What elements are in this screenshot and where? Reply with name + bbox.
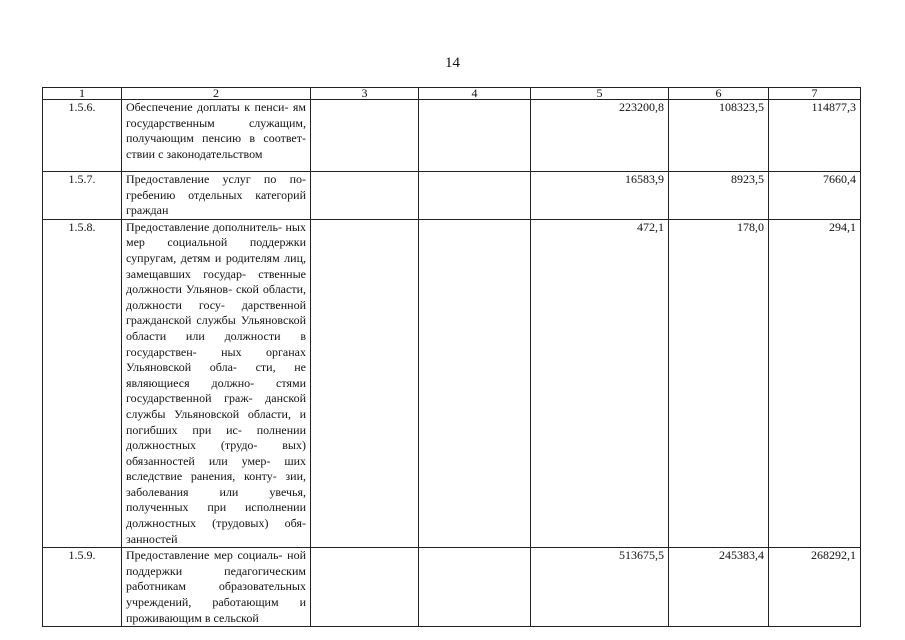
table-row [43, 548, 861, 627]
row-col7: 114877,3 [769, 100, 861, 172]
header-col-2: 2 [122, 88, 311, 100]
row-description: Предоставление дополнитель- ных мер социальной поддержки супругам, детям и родителям лиц, замещавших государ- ственные должности Ульянов- ской области, должности госу- дарственной гражданской службы Ульяновской области или должности в государствен- ных органах Ульяновской обла- сти, не являющиеся должно- стями государственной граж- данской службы Ульяновской области, и погибших при ис- полнении должностных (трудо- вых) обязанностей или умер- ших вследствие ранения, конту- зии, заболевания или увечья, полученных при исполнении должностных (трудовых) обя- занностей [122, 219, 311, 547]
table-row [43, 100, 861, 172]
row-col7: 294,1 [769, 219, 861, 547]
header-col-1: 1 [43, 88, 122, 100]
row-col6: 8923,5 [669, 172, 769, 220]
header-col-7: 7 [769, 88, 861, 100]
row-code: 1.5.7. [43, 172, 122, 220]
row-col4 [419, 548, 531, 627]
table-row [43, 219, 861, 547]
row-code: 1.5.6. [43, 100, 122, 172]
header-col-6: 6 [669, 88, 769, 100]
header-row [43, 88, 861, 100]
row-col6: 245383,4 [669, 548, 769, 627]
row-col7: 7660,4 [769, 172, 861, 220]
header-col-4: 4 [419, 88, 531, 100]
row-col7: 268292,1 [769, 548, 861, 627]
row-col5: 223200,8 [531, 100, 669, 172]
table-row [43, 172, 861, 220]
row-description: Предоставление услуг по по- гребению отдельных категорий граждан [122, 172, 311, 220]
row-col3 [311, 172, 419, 220]
row-code: 1.5.9. [43, 548, 122, 627]
row-col5: 16583,9 [531, 172, 669, 220]
header-col-5: 5 [531, 88, 669, 100]
row-col4 [419, 219, 531, 547]
row-col4 [419, 172, 531, 220]
row-description: Обеспечение доплаты к пенси- ям государственным служащим, получающим пенсию в соответ- ствии с законодательством [122, 100, 311, 172]
row-col6: 178,0 [669, 219, 769, 547]
row-col6: 108323,5 [669, 100, 769, 172]
row-col4 [419, 100, 531, 172]
row-description: Предоставление мер социаль- ной поддержки педагогическим работникам образовательных учреждений, работающим и проживающим в сельской [122, 548, 311, 627]
budget-table [42, 87, 861, 627]
row-col3 [311, 100, 419, 172]
page-number: 14 [445, 55, 460, 71]
row-code: 1.5.8. [43, 219, 122, 547]
row-col3 [311, 548, 419, 627]
row-col3 [311, 219, 419, 547]
row-col5: 513675,5 [531, 548, 669, 627]
row-col5: 472,1 [531, 219, 669, 547]
header-col-3: 3 [311, 88, 419, 100]
